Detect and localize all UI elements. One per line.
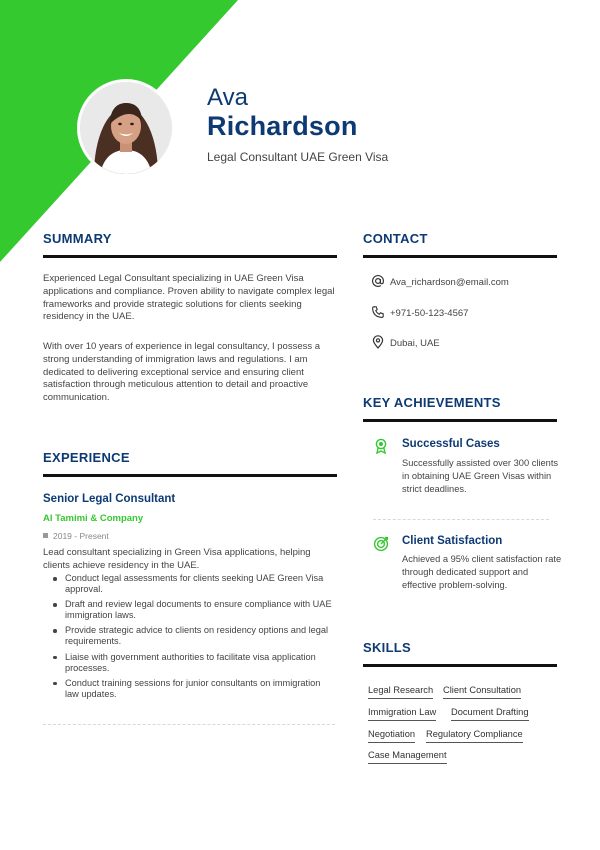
list-item: Conduct training sessions for junior consultants on immigration law updates.: [51, 678, 333, 700]
achievement-title: Successful Cases: [402, 438, 500, 450]
skills-rule: [363, 664, 557, 667]
skill-tag: Negotiation: [368, 729, 415, 743]
at-icon: [371, 274, 385, 288]
list-item: Conduct legal assessments for clients seeking UAE Green Visa approval.: [51, 573, 333, 595]
location-pin-icon: [371, 335, 385, 349]
contact-heading: CONTACT: [363, 231, 428, 246]
phone-text: +971-50-123-4567: [390, 308, 469, 319]
experience-rule: [43, 474, 337, 477]
profile-photo: [77, 79, 175, 177]
list-item: Provide strategic advice to clients on residency options and legal requirements.: [51, 625, 333, 647]
summary-heading: SUMMARY: [43, 231, 112, 246]
target-icon: [373, 536, 389, 552]
experience-heading: EXPERIENCE: [43, 450, 130, 465]
list-item: Draft and review legal documents to ensure compliance with UAE immigration laws.: [51, 599, 333, 621]
job-company: Al Tamimi & Company: [43, 513, 144, 524]
divider: [373, 519, 549, 520]
location-text: Dubai, UAE: [390, 338, 440, 349]
email-text: Ava_richardson@email.com: [390, 277, 509, 288]
summary-paragraph: Experienced Legal Consultant specializing in UAE Green Visa applications and compliance. Proven ability to navigate complex legal frameworks and provide strategic solutions for clients seeking residency in the UAE.: [43, 273, 335, 323]
contact-phone[interactable]: [371, 305, 468, 319]
calendar-icon: [43, 533, 48, 538]
job-bullet-list: [51, 573, 333, 704]
job-title-headline: Legal Consultant UAE Green Visa: [207, 150, 389, 164]
job-dates: [43, 531, 109, 541]
contact-rule: [363, 255, 557, 258]
contact-location: [371, 335, 440, 349]
job-role: Senior Legal Consultant: [43, 493, 176, 505]
skill-tag: Immigration Law: [368, 707, 436, 721]
skill-tag: Case Management: [368, 750, 447, 764]
achievement-description: Achieved a 95% client satisfaction rate through dedicated support and effective problem-solving.: [402, 554, 562, 590]
skills-heading: SKILLS: [363, 640, 412, 655]
achievement-title: Client Satisfaction: [402, 535, 503, 547]
skill-tag: Client Consultation: [443, 685, 521, 699]
first-name: Ava: [207, 84, 248, 111]
contact-email[interactable]: [371, 274, 509, 288]
award-ribbon-icon: [373, 438, 389, 454]
summary-paragraph: With over 10 years of experience in legal consultancy, I possess a strong understanding of immigration laws and regulations. I am dedicated to delivering exceptional service and ensuring client satisfaction through meticulous attention to detail and proactive communication.: [43, 341, 321, 404]
skill-tag: Regulatory Compliance: [426, 729, 523, 743]
divider: [43, 724, 335, 725]
achievements-heading: KEY ACHIEVEMENTS: [363, 395, 501, 410]
last-name: Richardson: [207, 111, 358, 141]
job-dates-text: 2019 - Present: [53, 531, 109, 541]
achievement-description: Successfully assisted over 300 clients in obtaining UAE Green Visas within strict deadlines.: [402, 458, 559, 494]
summary-rule: [43, 255, 337, 258]
phone-icon: [371, 305, 385, 319]
achievements-rule: [363, 419, 557, 422]
job-description: Lead consultant specializing in Green Visa applications, helping clients achieve residency in the UAE.: [43, 547, 311, 571]
list-item: Liaise with government authorities to facilitate visa application processes.: [51, 652, 333, 674]
skill-tag: Legal Research: [368, 685, 433, 699]
skill-tag: Document Drafting: [451, 707, 529, 721]
